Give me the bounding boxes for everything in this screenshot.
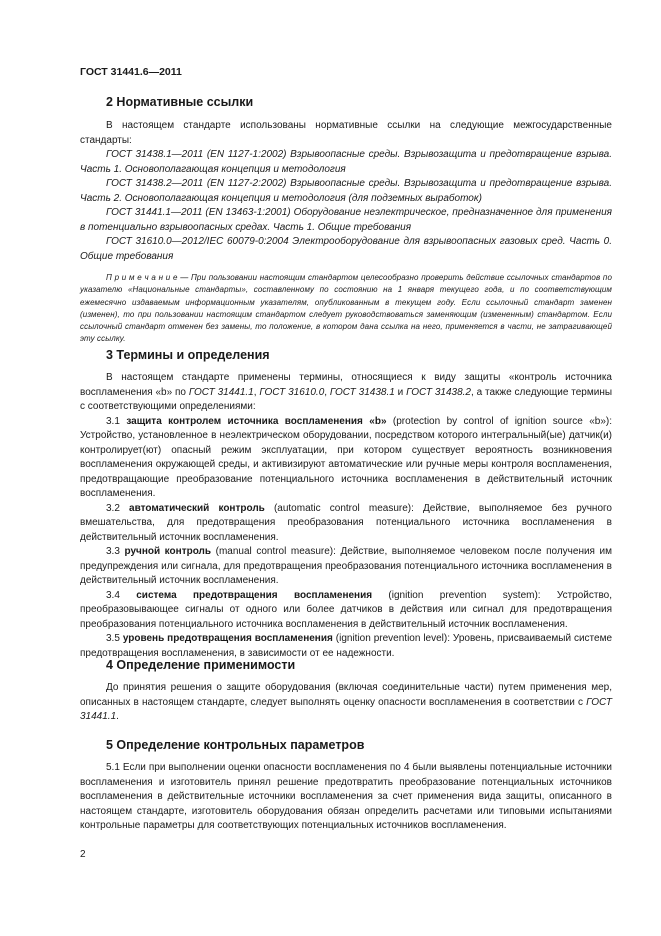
section-5-title: 5 Определение контрольных параметров bbox=[106, 738, 365, 752]
term-3-5: 3.5 уровень предотвращения воспламенения (ignition prevention level): Уровень, присваиваемый системе предотвращения воспламенения, в зависимости от ее надежности. bbox=[80, 633, 613, 659]
section-4-title: 4 Определение применимости bbox=[106, 658, 296, 672]
section-2 bbox=[80, 95, 612, 346]
section-2-title: 2 Нормативные ссылки bbox=[106, 95, 254, 109]
section-2-note: П р и м е ч а н и е — При пользовании настоящим стандартом целесообразно проверить действие ссылочных стандартов по указателю «Национальные стандарты», составленному по состоянию на 1 января текущего года, и по соответствующим ежемесячно издаваемым информационным указателям, опубликованным в текущем году. Если ссылочный стандарт заменен (изменен), то при пользовании настоящим стандартом следует руководствоваться заменяющим (измененным) стандартом. Если ссылочный стандарт отменен без замены, то положение, в котором дана ссылка на него, применяется в части, не затрагивающей эту ссылку. bbox=[80, 273, 612, 344]
reference-item: ГОСТ 31438.2—2011 (EN 1127-2:2002) Взрывоопасные среды. Взрывозащита и предотвращение взрыва. Часть 2. Основополагающая концепция и методология (для подземных выработок) bbox=[80, 178, 612, 204]
reference-item: ГОСТ 31441.1—2011 (EN 13463-1:2001) Оборудование неэлектрическое, предназначенное для применения в потенциально взрывоопасных средах. Часть 1. Общие требования bbox=[80, 207, 612, 233]
section-2-intro: В настоящем стандарте использованы нормативные ссылки на следующие межгосударственные стандарты: bbox=[80, 120, 612, 146]
section-5-para-1: 5.1 Если при выполнении оценки опасности воспламенения по 4 были выявлены потенциальные источники воспламенения и изготовитель принял решение предотвратить преобразование потенциальных источников воспламенения в действительные источники воспламенения за счет применения вида защиты, описанного в настоящем стандарте, изготовитель оборудования обязан определить расчетами или типовыми испытаниями контрольные параметры для соответствующих потенциальных источников воспламенения. bbox=[80, 762, 612, 831]
section-5 bbox=[80, 738, 612, 834]
section-3-title: 3 Термины и определения bbox=[106, 348, 270, 362]
document-header: ГОСТ 31441.6—2011 bbox=[80, 66, 182, 78]
term-3-1: 3.1 защита контролем источника воспламенения «b» (protection by control of ignition source «b»): Устройство, установленное в неэлектрическом оборудовании, посредством которого интегральный(ые) датчик(и) контролирует(ют) опасный режим эксплуатации, при котором существует вероятность возникновения воспламенения окружающей среды, и активизируют автоматические или ручные меры контроля воспламенения, предотвращающие преобразование потенциального источника воспламенения в действительный источник воспламенения. bbox=[80, 415, 612, 499]
term-3-2: 3.2 автоматический контроль (automatic control measure): Действие, выполняемое без ручного вмешательства, для предотвращения преобразования потенциального источника воспламенения в действительный источник воспламенения. bbox=[80, 502, 612, 543]
term-3-4: 3.4 система предотвращения воспламенения (ignition prevention system): Устройство, преобразовывающее сигналы от одного или более датчиков в действия или сигнал для предотвращения преобразования потенциального источника воспламенения в действительный источник воспламенения. bbox=[80, 589, 612, 630]
section-3-intro: В настоящем стандарте применены термины, относящиеся к виду защиты «контроль источника воспламенения «b» по ГОСТ 31441.1, ГОСТ 31610.0, ГОСТ 31438.1 и ГОСТ 31438.2, а также следующие термины с соответствующими определениями: bbox=[80, 372, 613, 412]
section-4-text: До принятия решения о защите оборудования (включая соединительные части) путем применения мер, описанных в настоящем стандарте, следует выполнять оценку опасности воспламенения в соответствии с ГОСТ 31441.1. bbox=[80, 682, 612, 722]
section-3 bbox=[80, 348, 612, 661]
term-3-3: 3.3 ручной контроль (manual control measure): Действие, выполняемое человеком после получения им предупреждения или сигнала, для предотвращения преобразования потенциального источника воспламенения в действительный источник воспламенения. bbox=[80, 546, 612, 586]
page-number: 2 bbox=[80, 849, 86, 860]
section-4 bbox=[80, 658, 612, 725]
reference-item: ГОСТ 31438.1—2011 (EN 1127-1:2002) Взрывоопасные среды. Взрывозащита и предотвращение взрыва. Часть 1. Основополагающая концепция и методология bbox=[80, 149, 612, 175]
reference-item: ГОСТ 31610.0—2012/IEC 60079-0:2004 Электрооборудование для взрывоопасных газовых сред. Часть 0. Общие требования bbox=[80, 236, 612, 262]
